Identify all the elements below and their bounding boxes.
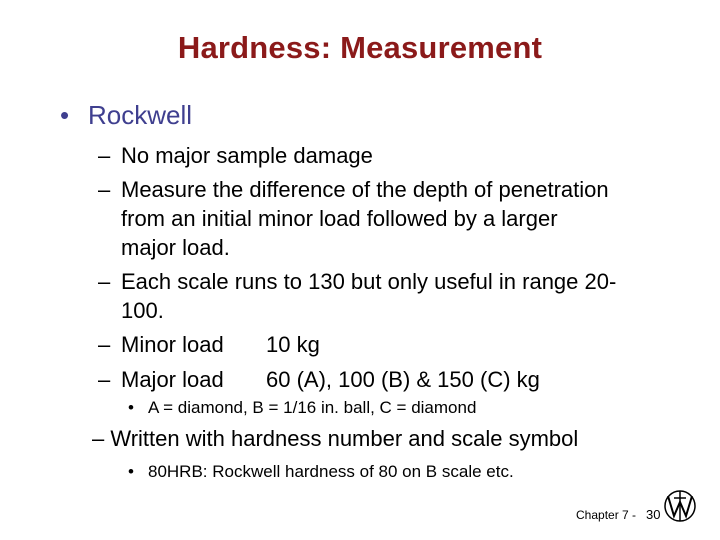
sub-note-text: A = diamond, B = 1/16 in. ball, C = diamond: [148, 398, 477, 417]
slide-title: Hardness: Measurement: [177, 30, 543, 65]
sub-item-text: from an initial minor load followed by a larger: [121, 206, 558, 231]
page-number: 30: [646, 507, 661, 522]
sub-item-text: major load.: [121, 235, 230, 260]
load-value: 60 (A), 100 (B) & 150 (C) kg: [266, 367, 540, 392]
load-label: Major load: [121, 367, 224, 392]
sub-item-text: Each scale runs to 130 but only useful in range 20-: [121, 269, 617, 294]
bullet-dot: •: [60, 100, 70, 130]
load-value: 10 kg: [266, 332, 320, 357]
sub-item-text: 100.: [121, 298, 164, 323]
sub-item-text: Measure the difference of the depth of penetration: [121, 177, 609, 202]
load-label: Minor load: [121, 332, 224, 357]
bullet-rockwell: [60, 100, 192, 131]
bullet-rockwell-label: Rockwell: [88, 100, 193, 130]
publisher-logo-icon: [662, 488, 698, 524]
sub-item-text: No major sample damage: [121, 143, 373, 168]
sub-item-written: – Written with hardness number and scale symbol: [92, 426, 579, 451]
sub-note-text: 80HRB: Rockwell hardness of 80 on B scale etc.: [148, 462, 514, 481]
footer-chapter-label: Chapter 7 -: [576, 508, 637, 522]
